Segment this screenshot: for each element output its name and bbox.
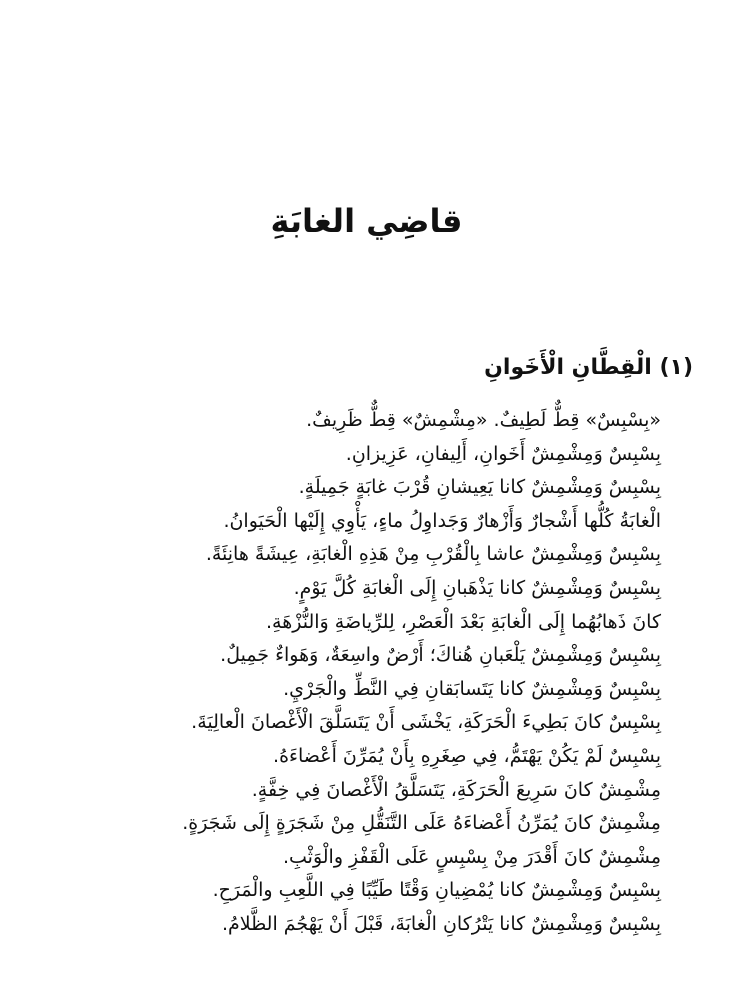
text-line: الْغابَةُ كُلُّها أَشْجارٌ وَأَزْهارٌ وَجَداوِلُ ماءٍ، يَأْوِي إِلَيْها الْحَيَوانُ.: [223, 509, 661, 532]
text-line: بِسْبِسٌ كانَ بَطِيءَ الْحَرَكَةِ، يَخْشَى أَنْ يَتَسَلَّقَ الْأَغْصانَ الْعالِيَةَ.: [191, 711, 661, 734]
chapter-heading: (١) الْقِطَّانِ الْأَخَوانِ: [484, 355, 693, 380]
text-line: بِسْبِسٌ وَمِشْمِشٌ عاشا بِالْقُرْبِ مِنْ هَذِهِ الْغابَةِ، عِيشَةً هانِئَةً.: [205, 543, 661, 566]
text-line: بِسْبِسٌ وَمِشْمِشٌ كانا يَتَسابَقانِ فِي النَّطِّ والْجَرْيِ.: [283, 677, 661, 700]
text-line: بِسْبِسٌ وَمِشْمِشٌ كانا يَتْرُكانِ الْغابَةَ، قَبْلَ أَنْ يَهْجُمَ الظَّلامُ.: [221, 912, 661, 935]
text-line: بِسْبِسٌ وَمِشْمِشٌ كانا يُمْضِيانِ وَقْتًا طَيِّبًا فِي اللَّعِبِ والْمَرَحِ.: [212, 879, 661, 902]
text-line: بِسْبِسٌ وَمِشْمِشٌ يَلْعَبانِ هُناكَ؛ أَرْضٌ واسِعَةٌ، وَهَواءٌ جَمِيلٌ.: [220, 644, 661, 667]
text-line: بِسْبِسٌ وَمِشْمِشٌ كانا يَعِيشانِ قُرْبَ غابَةٍ جَمِيلَةٍ.: [298, 476, 661, 499]
book-title: قاضِي الغابَةِ: [270, 202, 463, 240]
story-text: [101, 404, 661, 942]
text-line: مِشْمِشٌ كانَ أَقْدَرَ مِنْ بِسْبِسٍ عَلَى الْقَفْزِ والْوَثْبِ.: [282, 845, 661, 868]
text-line: مِشْمِشٌ كانَ سَرِيعَ الْحَرَكَةِ، يَتَسَلَّقُ الْأَغْصانَ فِي خِفَّةٍ.: [251, 778, 661, 801]
text-line: «بِسْبِسٌ» قِطٌّ لَطِيفٌ. «مِشْمِشٌ» قِطٌّ ظَرِيفٌ.: [306, 409, 661, 431]
text-line: بِسْبِسٌ لَمْ يَكُنْ يَهْتَمُّ، فِي صِغَرِهِ بِأَنْ يُمَرِّنَ أَعْضاءَهُ.: [273, 744, 661, 767]
text-line: بِسْبِسٌ وَمِشْمِشٌ كانا يَذْهَبانِ إِلَى الْغابَةِ كُلَّ يَوْمٍ.: [293, 576, 661, 599]
text-line: مِشْمِشٌ كانَ يُمَرِّنُ أَعْضاءَهُ عَلَى التَّنَقُّلِ مِنْ شَجَرَةٍ إِلَى شَجَرَةٍ.: [182, 812, 661, 835]
text-line: بِسْبِسٌ وَمِشْمِشٌ أَخَوانِ، أَلِيفانِ، عَزِيزانِ.: [345, 442, 661, 465]
text-line: كانَ ذَهابُهُما إِلَى الْغابَةِ بَعْدَ الْعَصْرِ، لِلرِّياضَةِ وَالنُّزْهَةِ.: [266, 610, 661, 633]
